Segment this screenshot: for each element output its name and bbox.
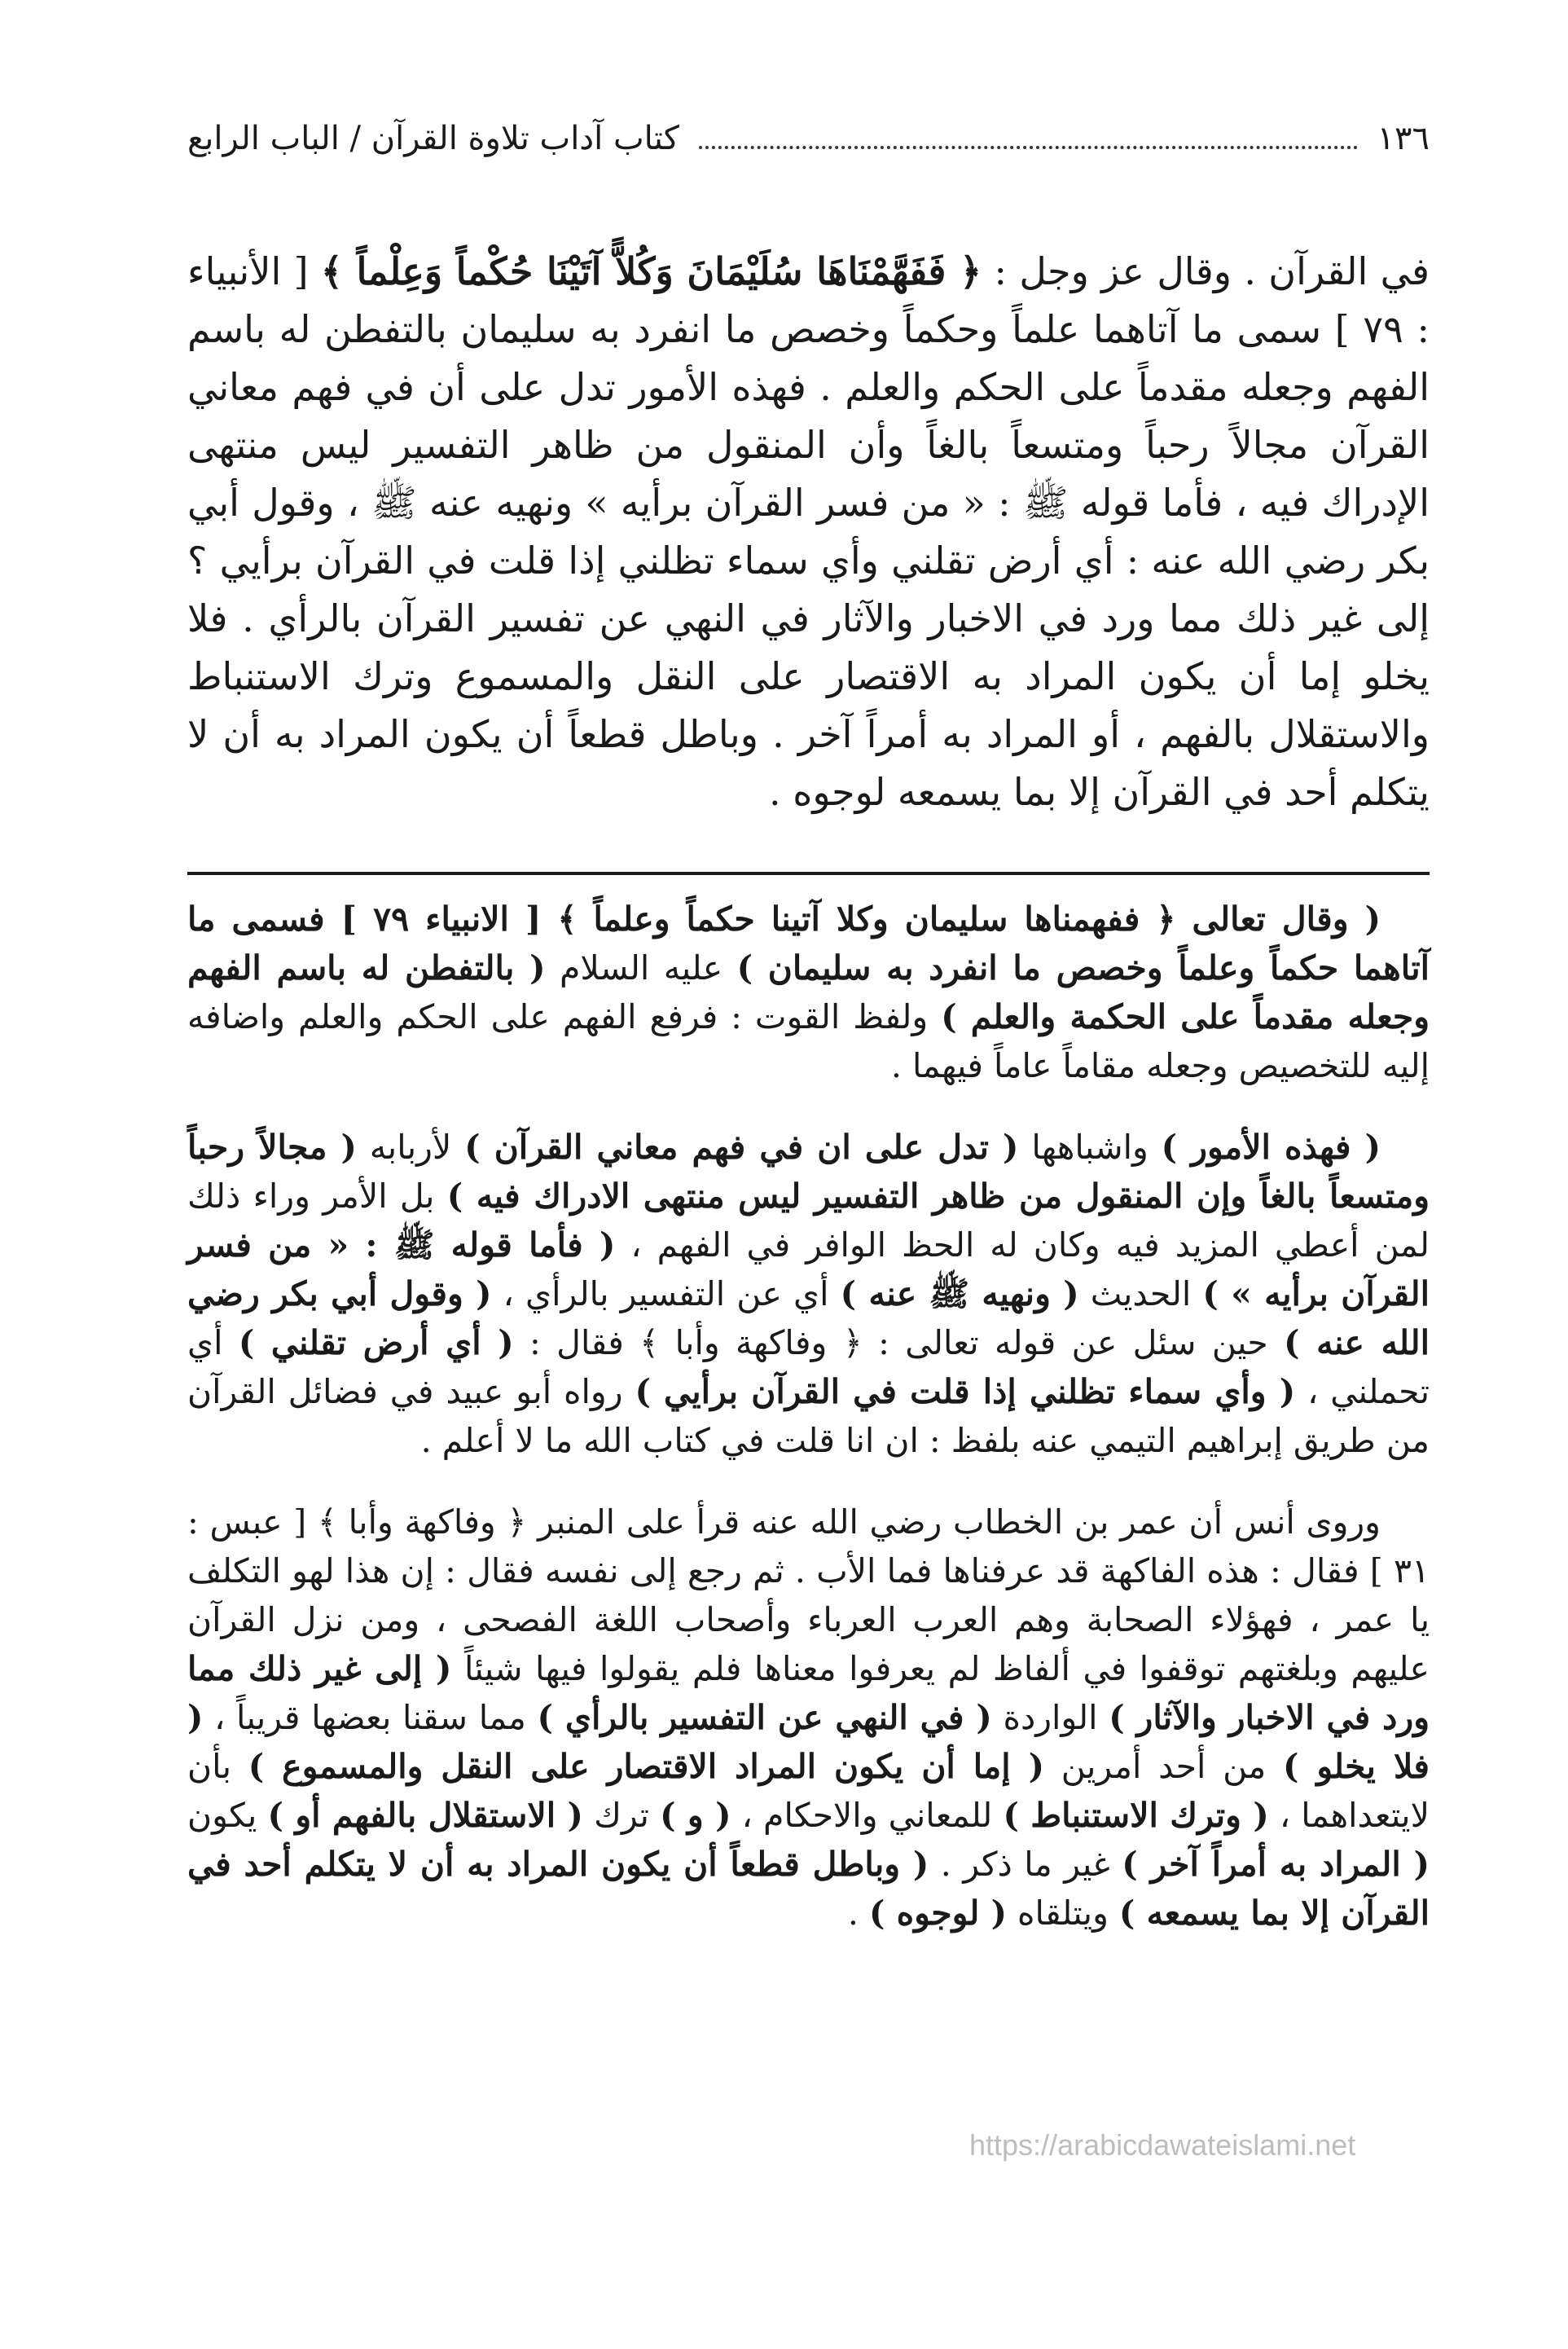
commentary (187, 895, 1430, 1938)
commentary-quoted-segment: ( مجالاً رحباً ومتسعاً بالغاً وإن المنقول من ظاهر التفسير ليس منتهى الادراك فيه ) (187, 1128, 1430, 1216)
watermark-url: https://arabicdawateislami.net (969, 2128, 1356, 2162)
commentary-quoted-segment: ( ونهيه ﷺ عنه ) (840, 1274, 1079, 1313)
commentary-quoted-segment: ( في النهي عن التفسير بالرأي ) (537, 1698, 992, 1737)
commentary-quoted-segment: ( إلى غير ذلك مما ورد في الاخبار والآثار ) (187, 1649, 1430, 1737)
main-text-seg2: [ الأنبياء : ٧٩ ] سمى ما آتاهما علماً وحكماً وخصص ما انفرد به سليمان بالتفطن له باسم الفهم وجعله مقدماً على الحكم والعلم . فهذه الأمور تدل على أن في فهم معاني القرآن مجالاً رحباً ومتسعاً بالغاً وأن المنقول من ظاهر التفسير ليس منتهى الإدراك فيه ، فأما قوله ﷺ : « من فسر القرآن برأيه » ونهيه عنه ﷺ ، وقول أبي بكر رضي الله عنه : أي أرض تقلني وأي سماء تظلني إذا قلت في القرآن برأيي ؟ إلى غير ذلك مما ورد في الاخبار والآثار في النهي عن تفسير القرآن بالرأي . فلا يخلو إما أن يكون المراد به الاقتصار على النقل والمسموع وترك الاستنباط والاستقلال بالفهم ، أو المراد به أمراً آخر . وباطل قطعاً أن يكون المراد به أن لا يتكلم أحد في القرآن إلا بما يسمعه لوجوه . (187, 249, 1430, 814)
commentary-quoted-segment: ( المراد به أمراً آخر ) (1122, 1845, 1430, 1884)
commentary-quoted-segment: ( بالتفطن له باسم الفهم وجعله مقدماً على الحكمة والعلم ) (187, 948, 1430, 1036)
running-title: كتاب آداب تلاوة القرآن / الباب الرابع (187, 120, 679, 157)
main-text (187, 243, 1430, 821)
commentary-explanation-segment: يكون (187, 1796, 268, 1835)
commentary-explanation-segment: الواردة (991, 1698, 1109, 1737)
commentary-explanation-segment: للمعاني والاحكام ، (731, 1796, 1004, 1835)
page-number: ١٣٦ (1377, 120, 1430, 157)
running-header (187, 114, 1430, 178)
commentary-explanation-segment: ولفظ القوت : فرفع الفهم على الحكم والعلم واضافه إليه للتخصيص وجعله مقاماً عاماً فيهما . (187, 997, 1430, 1085)
commentary-explanation-segment: واشباهها (1018, 1128, 1162, 1167)
commentary-paragraph-1 (187, 895, 1430, 1090)
page-content (187, 114, 1430, 2265)
footnote-divider (187, 872, 1430, 875)
quran-verse: ﴿ فَفَهَّمْنَاهَا سُلَيْمَانَ وَكُلاًّ آتَيْنَا حُكْماً وَعِلْماً ﴾ (320, 249, 982, 293)
main-text-seg1: في القرآن . وقال عز وجل : (982, 249, 1430, 293)
commentary-explanation-segment: عليه السلام (545, 948, 737, 988)
commentary-explanation-segment: أي عن التفسير بالرأي ، (491, 1274, 841, 1313)
commentary-quoted-segment: ( و ) (660, 1796, 731, 1835)
commentary-explanation-segment: من أحد أمرين (1044, 1747, 1283, 1786)
commentary-quoted-segment: ( لوجوه ) (868, 1894, 1007, 1933)
main-paragraph (187, 243, 1430, 821)
commentary-quoted-segment: ( وقال تعالى ﴿ ففهمناها سليمان وكلا آتينا حكماً وعلماً ﴾ [ الانبياء ٧٩ ] فسمى ما آتاهما حكماً وعلماً وخصص ما انفرد به سليمان ) (187, 900, 1430, 988)
commentary-quoted-segment: ( فلا يخلو ) (187, 1698, 1430, 1786)
commentary-quoted-segment: ( وقول أبي بكر رضي الله عنه ) (187, 1274, 1430, 1362)
commentary-quoted-segment: ( وباطل قطعاً أن يكون المراد به أن لا يتكلم أحد في القرآن إلا بما يسمعه ) (187, 1845, 1430, 1933)
dotted-leader (699, 118, 1358, 149)
commentary-paragraph-3 (187, 1498, 1430, 1938)
commentary-explanation-segment: بل الأمر وراء ذلك لمن أعطي المزيد فيه وكان له الحظ الوافر في الفهم ، (187, 1177, 1430, 1265)
commentary-explanation-segment: لأربابه (356, 1128, 465, 1167)
commentary-explanation-segment: حين سئل عن قوله تعالى : ﴿ وفاكهة وأبا ﴾ فقال : (513, 1323, 1285, 1362)
commentary-quoted-segment: ( الاستقلال بالفهم أو ) (267, 1796, 583, 1835)
commentary-quoted-segment: ( إما أن يكون المراد الاقتصار على النقل والمسموع ) (248, 1747, 1045, 1786)
commentary-quoted-segment: ( فأما قوله ﷺ : « من فسر القرآن برأيه » ) (187, 1225, 1430, 1313)
commentary-quoted-segment: ( تدل على ان في فهم معاني القرآن ) (464, 1128, 1019, 1167)
commentary-paragraph-2 (187, 1123, 1430, 1465)
commentary-explanation-segment: رواه أبو عبيد في فضائل القرآن من طريق إبراهيم التيمي عنه بلفظ : ان انا قلت في كتاب الله ما لا أعلم . (187, 1372, 1430, 1460)
commentary-explanation-segment: مما سقنا بعضها قريباً ، (203, 1698, 538, 1737)
commentary-explanation-segment: غير ما ذكر . (929, 1845, 1122, 1884)
commentary-quoted-segment: ( وترك الاستنباط ) (1003, 1796, 1269, 1835)
commentary-explanation-segment: بأن لايتعداهما ، (187, 1747, 1430, 1835)
commentary-explanation-segment: أي تحملني ، (187, 1323, 1430, 1411)
commentary-explanation-segment: ويتلقاه (1006, 1894, 1119, 1933)
commentary-quoted-segment: ( فهذه الأمور ) (1161, 1128, 1381, 1167)
commentary-explanation-segment: وروى أنس أن عمر بن الخطاب رضي الله عنه قرأ على المنبر ﴿ وفاكهة وأبا ﴾ [ عبس : ٣١ ] فقال : هذه الفاكهة قد عرفناها فما الأب . ثم رجع إلى نفسه فقال : إن هذا لهو التكلف يا عمر ، فهؤلاء الصحابة وهم العرب العرباء وأصحاب اللغة الفصحى ، ومن نزل القرآن عليهم وبلغتهم توقفوا في ألفاظ لم يعرفوا معناها فلم يقولوا فيها شيئاً (187, 1502, 1430, 1688)
commentary-quoted-segment: ( وأي سماء تظلني إذا قلت في القرآن برأيي ) (635, 1372, 1296, 1411)
commentary-quoted-segment: ( أي أرض تقلني ) (238, 1323, 514, 1362)
commentary-explanation-segment: الحديث (1078, 1274, 1203, 1313)
commentary-explanation-segment: ترك (582, 1796, 661, 1835)
commentary-explanation-segment: . (847, 1894, 869, 1933)
